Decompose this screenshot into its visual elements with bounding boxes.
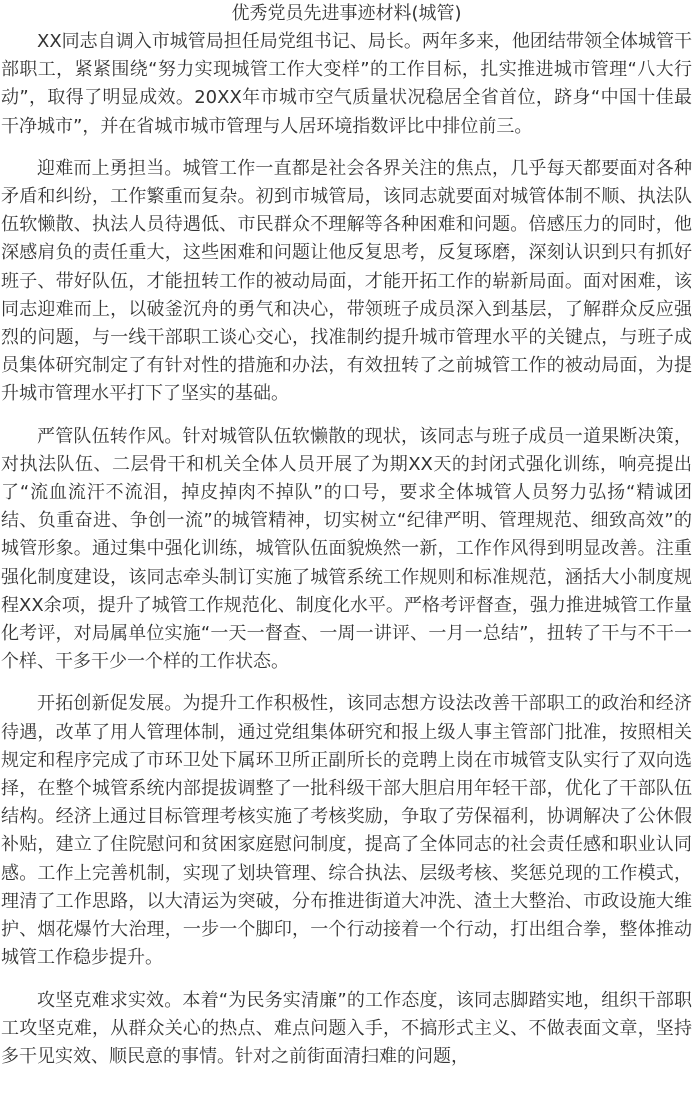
document-title: 优秀党员先进事迹材料(城管) [231,3,462,24]
paragraph-innovation: 开拓创新促发展。为提升工作积极性，该同志想方设法改善干部职工的政治和经济待遇，改革了用人管理体制，通过党组集体研究和报上级人事主管部门批准，按照相关规定和程序完成了市环卫处下属环卫所正副所长的竞聘上岗在市城管支队实行了双向选择，在整个城管系统内部提拔调整了一批科级干部大胆启用年轻干部，优化了干部队伍结构。经济上通过目标管理考核实施了考核奖励，争取了劳保福利，协调解决了公休假补贴，建立了住院慰问和贫困家庭慰问制度，提高了全体同志的社会责任感和职业认同感。工作上完善机制，实现了划块管理、综合执法、层级考核、奖惩兑现的工作模式，理清了工作思路，以大清运为突破，分布推进街道大冲洗、渣土大整治、市政设施大维护、烟花爆竹大治理，一步一个脚印，一个行动接着一个行动，打出组合拳，整体推动城管工作稳步提升。 [1,693,692,969]
paragraph-intro: XX同志自调入市城管局担任局党组书记、局长。两年多来，他团结带领全体城管干部职工，紧紧围绕“努力实现城管工作大变样”的工作目标，扎实推进城市管理“八大行动”，取得了明显成效。20XX年市城市空气质量状况稳居全省首位，跻身“中国十佳最干净城市”，并在省城市城市管理与人居环境指数评比中排位前三。 [1,31,692,137]
paragraph-tackle-problems: 攻坚克难求实效。本着“为民务实清廉”的工作态度，该同志脚踏实地，组织干部职工攻坚克难，从群众关心的热点、难点问题入手，不搞形式主义、不做表面文章，坚持多干见实效、顺民意的事情。针对之前街面清扫难的问题， [1,989,692,1067]
paragraph-strict-management: 严管队伍转作风。针对城管队伍软懒散的现状，该同志与班子成员一道果断决策，对执法队伍、二层骨干和机关全体人员开展了为期XX天的封闭式强化训练，响亮提出了“流血流汗不流泪，掉皮掉肉不掉队”的口号，要求全体城管人员努力弘扬“精诚团结、负重奋进、争创一流”的城管精神，切实树立“纪律严明、管理规范、细致高效”的城管形象。通过集中强化训练，城管队伍面貌焕然一新，工作作风得到明显改善。注重强化制度建设，该同志牵头制订实施了城管系统工作规则和标准规范，涵括大小制度规程XX余项，提升了城管工作规范化、制度化水平。严格考评督查，强力推进城管工作量化考评，对局属单位实施“一天一督查、一周一讲评、一月一总结”，扭转了干与不干一个样、干多干少一个样的工作状态。 [1,425,692,673]
paragraph-face-difficulties: 迎难而上勇担当。城管工作一直都是社会各界关注的焦点，几乎每天都要面对各种矛盾和纠纷，工作繁重而复杂。初到市城管局，该同志就要面对城管体制不顺、执法队伍软懒散、执法人员待遇低、市民群众不理解等各种困难和问题。倍感压力的同时，他深感肩负的责任重大，这些困难和问题让他反复思考，反复琢磨，深刻认识到只有抓好班子、带好队伍，才能扭转工作的被动局面，才能开拓工作的崭新局面。面对困难，该同志迎难而上，以破釜沉舟的勇气和决心，带领班子成员深入到基层，了解群众反应强烈的问题，与一线干部职工谈心交心，找准制约提升城市管理水平的关键点，与班子成员集体研究制定了有针对性的措施和办法，有效扭转了之前城管工作的被动局面，为提升城市管理水平打下了坚实的基础。 [1,157,692,405]
